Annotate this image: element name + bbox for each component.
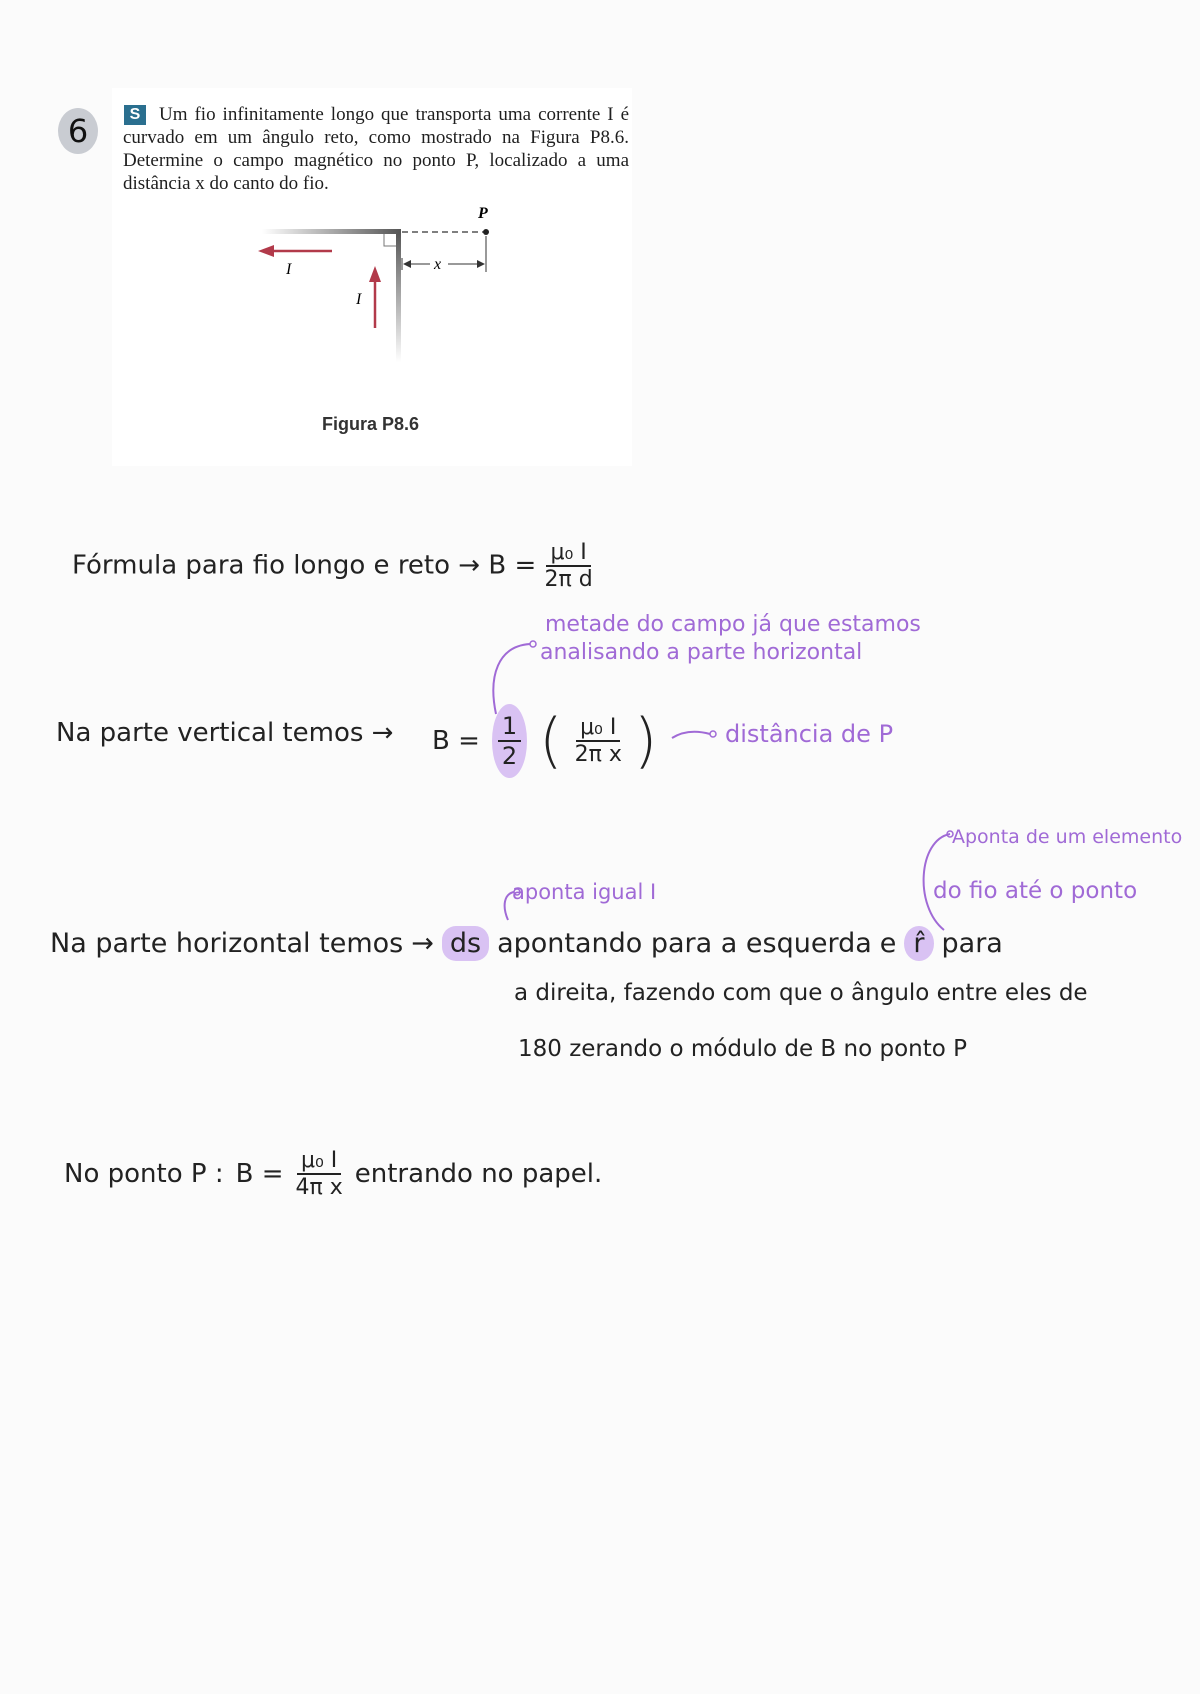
result-line	[64, 1148, 602, 1200]
result-direction: entrando no papel.	[354, 1159, 603, 1189]
formula-fraction	[545, 540, 593, 592]
problem-number: 6	[58, 108, 98, 154]
point-p-label: P	[478, 205, 488, 222]
annotation-half-field-2: analisando a parte horizontal	[540, 640, 863, 665]
open-paren: (	[539, 706, 563, 776]
problem-statement: Um fio infinitamente longo que transporta uma corrente I é curvado em um ângulo reto, como mostrado na Figura P8.6. Determine o campo magnético no ponto P, localizado a uma distância x do canto do fio.	[123, 104, 629, 194]
figure-caption: Figura P8.6	[322, 414, 420, 434]
formula-arrow: →	[458, 550, 481, 581]
horizontal-part-cont-1: a direita, fazendo com que o ângulo entre eles de	[514, 980, 1088, 1006]
result-lhs: B =	[235, 1159, 284, 1189]
right-angle-mark	[384, 234, 396, 246]
distance-arrow	[670, 726, 720, 746]
vertical-part-line	[56, 718, 393, 748]
vertical-part-equation	[432, 704, 657, 778]
formula-numerator: μ₀ I	[546, 540, 590, 567]
result-fraction	[295, 1148, 342, 1200]
current-label-h: I	[286, 261, 292, 278]
formula-lhs: B =	[488, 550, 537, 581]
x-dim-arrow-right	[477, 260, 485, 268]
annotation-half-field-1: metade do campo já que estamos	[545, 612, 921, 637]
vertical-part-arrow: →	[371, 718, 394, 748]
annotation-element-to-point-1: Aponta de um elemento	[952, 826, 1183, 848]
section-tag: S	[124, 105, 146, 125]
figure-p8-6	[112, 198, 632, 498]
formula-denominator: 2π d	[544, 567, 593, 592]
vertical-denominator: 2π x	[574, 742, 622, 767]
annotation-connector-3	[914, 826, 954, 936]
half-factor	[492, 704, 527, 778]
formula-label: Fórmula para fio longo e reto	[72, 550, 451, 581]
vertical-numerator: μ₀ I	[576, 715, 620, 742]
vertical-lhs: B =	[432, 726, 480, 756]
vertical-fraction	[575, 715, 622, 767]
x-dim-arrow-left	[403, 260, 411, 268]
half-denominator: 2	[501, 742, 518, 770]
x-label: x	[434, 256, 442, 273]
annotation-connector-2	[500, 886, 530, 926]
result-denominator: 4π x	[295, 1175, 343, 1200]
horizontal-wire	[262, 229, 401, 234]
ds-vector: ds	[442, 926, 489, 961]
result-numerator: μ₀ I	[297, 1148, 341, 1175]
half-numerator: 1	[498, 712, 521, 742]
vertical-wire	[396, 232, 401, 362]
problem-card	[112, 88, 632, 466]
r-hat-direction: para	[941, 928, 1003, 959]
horizontal-part-line	[50, 926, 1003, 961]
formula-line	[72, 540, 593, 592]
close-paren: )	[633, 706, 658, 776]
horizontal-part-label: Na parte horizontal temos	[50, 928, 404, 959]
ds-direction: apontando para a esquerda	[497, 928, 872, 959]
annotation-element-to-point-2: do fio até o ponto	[933, 878, 1138, 904]
result-label: No ponto P :	[64, 1159, 224, 1189]
vertical-part-label: Na parte vertical temos	[56, 718, 364, 748]
annotation-distance: distância de P	[725, 720, 894, 748]
conjunction-e: e	[879, 928, 897, 959]
current-label-v: I	[356, 291, 362, 308]
point-p-dot	[483, 229, 489, 235]
r-hat-vector: r̂	[904, 926, 933, 961]
horizontal-part-cont-2: 180 zerando o módulo de B no ponto P	[518, 1036, 967, 1062]
horizontal-part-arrow: →	[411, 928, 434, 959]
annotation-points-like-i: aponta igual I	[512, 880, 657, 904]
